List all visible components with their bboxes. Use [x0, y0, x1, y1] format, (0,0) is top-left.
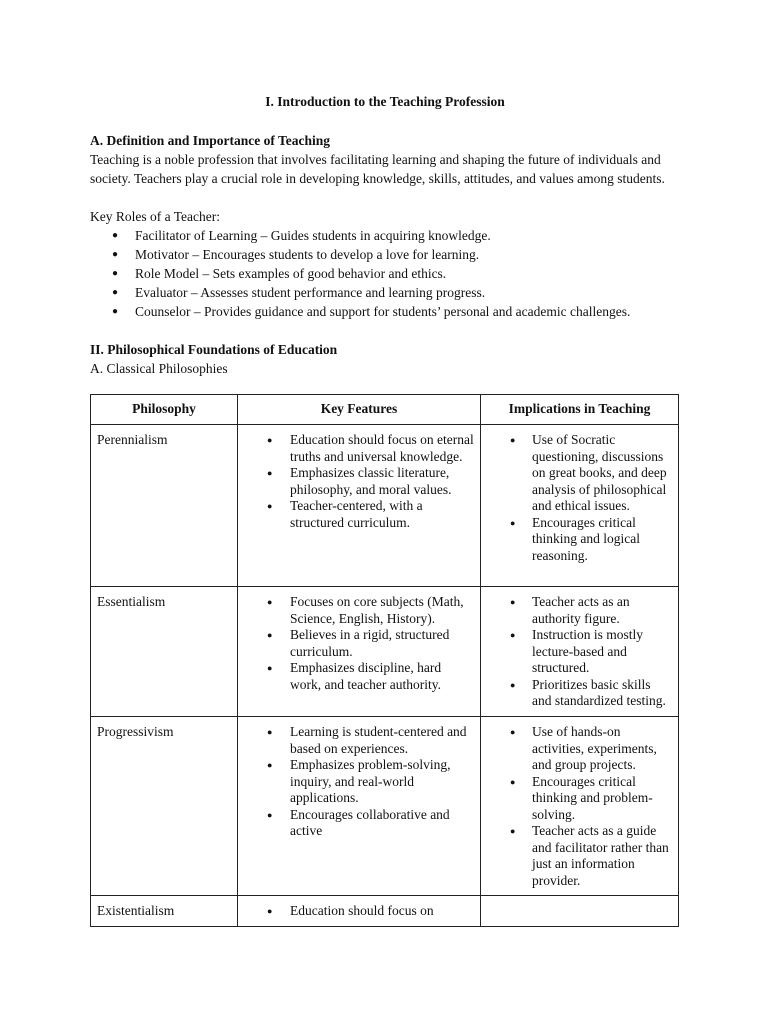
role-item: ● Facilitator of Learning – Guides students in acquiring knowledge. [90, 226, 680, 245]
table-row [91, 717, 679, 896]
features-cell [238, 896, 481, 927]
implications-cell [481, 425, 679, 587]
philosophy-name: Existentialism [91, 896, 238, 927]
table-row [91, 587, 679, 717]
features-cell [238, 425, 481, 587]
philosophies-table [90, 394, 679, 927]
implications-cell [481, 717, 679, 896]
header-key-features: Key Features [238, 395, 481, 425]
implication-item: ● Encourages critical thinking and problem-solving. [487, 774, 672, 824]
implication-item: ● Use of Socratic questioning, discussions on great books, and deep analysis of philosophical and ethical issues. [487, 432, 672, 515]
feature-item: ● Learning is student-centered and based on experiences. [244, 724, 474, 757]
header-implications: Implications in Teaching [481, 395, 679, 425]
roles-list [90, 226, 680, 321]
philosophy-name: Essentialism [91, 587, 238, 717]
header-philosophy: Philosophy [91, 395, 238, 425]
implication-item: ● Teacher acts as a guide and facilitator rather than just an information provider. [487, 823, 672, 889]
feature-item: ● Emphasizes discipline, hard work, and teacher authority. [244, 660, 474, 693]
document-page [90, 90, 680, 378]
table-header-row [91, 395, 679, 425]
feature-item: ● Emphasizes classic literature, philosophy, and moral values. [244, 465, 474, 498]
implications-cell [481, 587, 679, 717]
feature-item: ● Believes in a rigid, structured curriculum. [244, 627, 474, 660]
section-a-heading: A. Definition and Importance of Teaching [90, 133, 331, 148]
philosophy-name: Perennialism [91, 425, 238, 587]
features-cell [238, 717, 481, 896]
section-ii-subheading: A. Classical Philosophies [90, 361, 228, 376]
role-item: ● Counselor – Provides guidance and support for students’ personal and academic challenges. [90, 302, 680, 321]
implication-item: ● Encourages critical thinking and logical reasoning. [487, 515, 672, 565]
table-row [91, 425, 679, 587]
role-item: ● Role Model – Sets examples of good behavior and ethics. [90, 264, 680, 283]
role-item: ● Evaluator – Assesses student performance and learning progress. [90, 283, 680, 302]
philosophy-name: Progressivism [91, 717, 238, 896]
features-cell [238, 587, 481, 717]
section-ii-heading: II. Philosophical Foundations of Education [90, 342, 338, 357]
implication-item: ● Instruction is mostly lecture-based and structured. [487, 627, 672, 677]
section-a-paragraph: Teaching is a noble profession that involves facilitating learning and shaping the future of individuals and society. Teachers play a crucial role in developing knowledge, skills, attitudes, and values among students. [90, 152, 665, 186]
document-title: I. Introduction to the Teaching Profession [265, 94, 505, 109]
feature-item: ● Encourages collaborative and active [244, 807, 474, 840]
role-item: ● Motivator – Encourages students to develop a love for learning. [90, 245, 680, 264]
implication-item: ● Teacher acts as an authority figure. [487, 594, 672, 627]
roles-heading: Key Roles of a Teacher: [90, 209, 221, 224]
implications-cell [481, 896, 679, 927]
feature-item: ● Education should focus on [244, 903, 474, 920]
feature-item: ● Teacher-centered, with a structured curriculum. [244, 498, 474, 531]
implication-item: ● Prioritizes basic skills and standardized testing. [487, 677, 672, 710]
implication-item: ● Use of hands-on activities, experiments, and group projects. [487, 724, 672, 774]
feature-item: ● Education should focus on eternal truths and universal knowledge. [244, 432, 474, 465]
feature-item: ● Emphasizes problem-solving, inquiry, and real-world applications. [244, 757, 474, 807]
feature-item: ● Focuses on core subjects (Math, Science, English, History). [244, 594, 474, 627]
table-row [91, 896, 679, 927]
